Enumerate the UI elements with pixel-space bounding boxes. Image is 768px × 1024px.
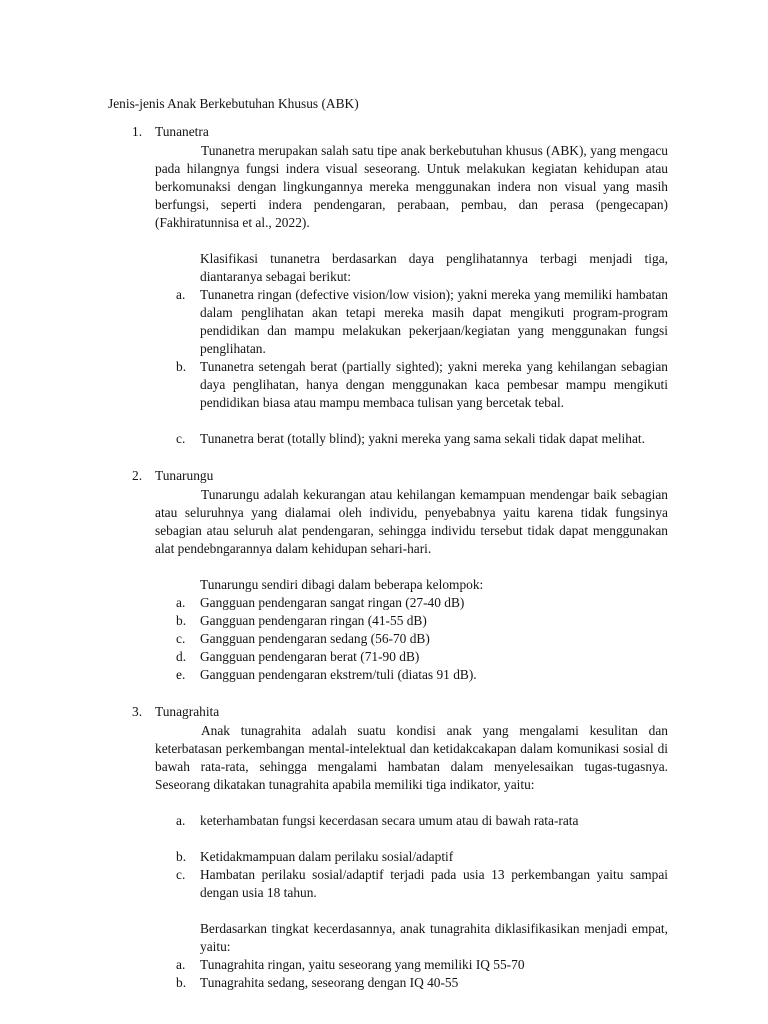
section-2-intro: Tunarungu sendiri dibagi dalam beberapa kelompok:	[200, 577, 484, 592]
list-item-text: Ketidakmampuan dalam perilaku sosial/adaptif	[200, 849, 454, 864]
list-item-text: Hambatan perilaku sosial/adaptif terjadi pada usia 13 perkembangan yaitu sampai dengan usia 18 tahun.	[200, 867, 668, 900]
list-item-label: d.	[176, 649, 187, 664]
list-item-label: a.	[176, 957, 186, 972]
list-item-label: a.	[176, 813, 186, 828]
section-2-heading: Tunarungu	[155, 468, 214, 483]
list-item-label: b.	[176, 613, 187, 628]
list-item-label: b.	[176, 849, 187, 864]
list-item-label: c.	[176, 867, 186, 882]
list-item-label: c.	[176, 431, 186, 446]
list-item-text: Gangguan pendengaran ekstrem/tuli (diatas 91 dB).	[200, 667, 477, 682]
list-item-text: Tunagrahita sedang, seseorang dengan IQ 40-55	[200, 975, 459, 990]
list-item-text: Tunanetra ringan (defective vision/low vision); yakni mereka yang memiliki hambatan dalam penglihatan akan tetapi mereka masih dapat mengikuti program-program pendidikan dan mampu melakukan pekerjaan/kegiatan yang menggunakan fungsi penglihatan.	[200, 287, 668, 356]
list-item-text: Gangguan pendengaran sangat ringan (27-40 dB)	[200, 595, 465, 610]
section-1-paragraph: Tunanetra merupakan salah satu tipe anak berkebutuhan khusus (ABK), yang mengacu pada hilangnya fungsi indera visual seseorang. Untuk melakukan kegiatan kehidupan atau berkomunaksi dengan lingkungannya mereka menggunakan indera non visual yang masih berfungsi, seperti indera pendengaran, perabaan, pembau, dan perasa (pengecapan) (Fakhiratunnisa et al., 2022).	[155, 143, 668, 230]
section-2-paragraph: Tunarungu adalah kekurangan atau kehilangan kemampuan mendengar baik sebagian atau seluruhnya yang dialamai oleh individu, penyebabnya yaitu karena tidak fungsinya sebagian atau seluruh alat pendengaran, sehingga individu tersebut tidak dapat menggunakan alat pendebngarannya dalam kehidupan sehari-hari.	[155, 487, 668, 556]
list-item-label: a.	[176, 595, 186, 610]
list-item-text: keterhambatan fungsi kecerdasan secara umum atau di bawah rata-rata	[200, 813, 579, 828]
list-item-text: Gangguan pendengaran berat (71-90 dB)	[200, 649, 420, 664]
list-item-text: Tunagrahita ringan, yaitu seseorang yang memiliki IQ 55-70	[200, 957, 525, 972]
list-item-label: e.	[176, 667, 186, 682]
list-item-text: Gangguan pendengaran ringan (41-55 dB)	[200, 613, 427, 628]
list-item-text: Gangguan pendengaran sedang (56-70 dB)	[200, 631, 430, 646]
section-3-intro: Berdasarkan tingkat kecerdasannya, anak tunagrahita diklasifikasikan menjadi empat, yaitu:	[200, 921, 668, 954]
list-item-label: b.	[176, 359, 187, 374]
list-item-label: a.	[176, 287, 186, 302]
section-1-heading: Tunanetra	[155, 124, 209, 139]
section-3-paragraph: Anak tunagrahita adalah suatu kondisi anak yang mengalami kesulitan dan keterbatasan perkembangan mental-intelektual dan ketidakcakapan dalam komunikasi sosial di bawah rata-rata, sehingga mengalami hambatan dalam menyelesaikan tugas-tugasnya. Seseorang dikatakan tunagrahita apabila memiliki tiga indikator, yaitu:	[155, 723, 668, 792]
list-item-text: Tunanetra berat (totally blind); yakni mereka yang sama sekali tidak dapat melihat.	[200, 431, 645, 446]
list-item-label: c.	[176, 631, 186, 646]
document-title: Jenis-jenis Anak Berkebutuhan Khusus (ABK)	[108, 96, 359, 111]
section-3-number: 3.	[132, 704, 143, 719]
section-2-number: 2.	[132, 468, 143, 483]
section-3-heading: Tunagrahita	[155, 704, 220, 719]
section-1-intro: Klasifikasi tunanetra berdasarkan daya penglihatannya terbagi menjadi tiga, diantaranya sebagai berikut:	[200, 251, 668, 284]
list-item-text: Tunanetra setengah berat (partially sighted); yakni mereka yang kehilangan sebagian daya penglihatan, hanya dengan menggunakan kaca pembesar mampu mengikuti pendidikan biasa atau mampu membaca tulisan yang bercetak tebal.	[200, 359, 668, 410]
section-1-number: 1.	[132, 124, 143, 139]
list-item-label: b.	[176, 975, 187, 990]
